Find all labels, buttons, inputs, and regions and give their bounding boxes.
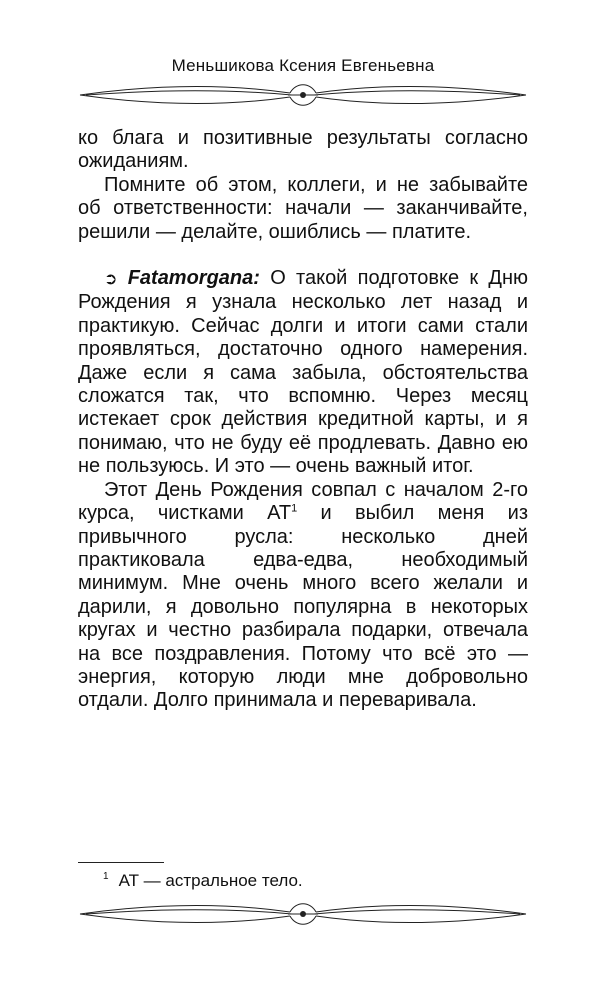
footnote-divider	[78, 862, 164, 863]
paragraph-1: ко блага и позитивные результаты согласно ожиданиям.	[78, 127, 528, 173]
decorative-flourish-top	[78, 80, 528, 110]
footnote-reference: 1	[291, 502, 298, 515]
paragraph-4-text-end: и выбил меня из привычного русла: несколько дней практиковала едва-едва, необходимый минимум. Мне очень много всего желали и дарили, я довольно популярна в некоторых кругах и честно разбирала подарки, отвечала на все поздравления. Потому что всё это — энергия, которую люди мне добровольно отдали. Долго принимала и переваривала.	[78, 502, 528, 712]
footnote-text: АТ — астральное тело.	[118, 871, 303, 890]
decorative-flourish-bottom	[78, 899, 528, 929]
forum-username: Fatamorgana:	[127, 267, 260, 290]
paragraph-3-text: О такой подготовке к Дню Рождения я узнала несколько лет назад и практикую. Сейчас долги и итоги сами стали проявляться, достаточно одного намерения. Даже если я сама забыла, обстоятельства сложатся так, что вспомню. Через месяц истекает срок действия кредитной карты, и я понимаю, что не буду её продлевать. Давно ею не пользуюсь. И это — очень важный итог.	[78, 267, 529, 478]
paragraph-4-text-start: Этот День Рождения совпал с началом 2-го курса, чистками АТ	[78, 478, 528, 525]
arrow-bullet-icon: ➲	[104, 271, 118, 289]
paragraph-4	[78, 479, 528, 713]
footnote-number: 1	[103, 871, 109, 883]
footnote	[103, 871, 303, 891]
running-header: Меньшикова Ксения Евгеньевна	[171, 56, 435, 75]
paragraph-2: Помните об этом, коллеги, и не забывайте об ответственности: начали — заканчивайте, решили — делайте, ошиблись — платите.	[78, 173, 528, 243]
paragraph-3	[78, 267, 528, 479]
main-text	[78, 127, 528, 713]
